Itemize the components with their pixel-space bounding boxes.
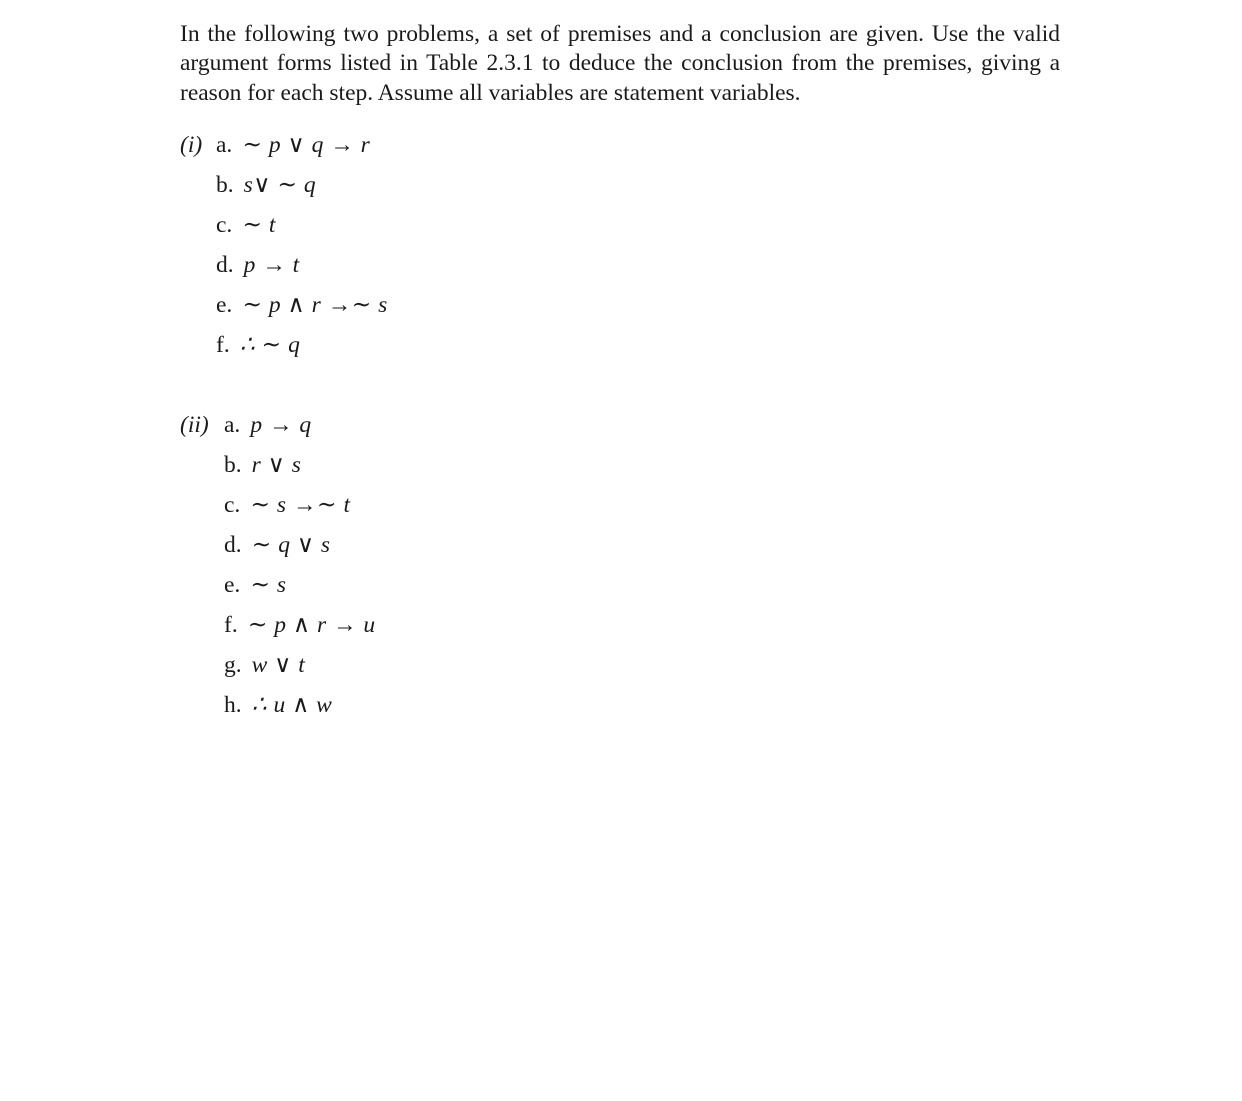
item-expression: ∼ p ∨ q → r: [242, 132, 371, 158]
premise-row: [180, 650, 376, 690]
problem-ii: [180, 410, 376, 730]
problem-number: (ii): [180, 412, 209, 438]
item-letter: a.: [216, 132, 233, 158]
item-expression: ∴ ∼ q: [239, 332, 301, 358]
item-letter: a.: [224, 412, 241, 438]
item-expression: ∼ s →∼ t: [250, 492, 351, 518]
premise-row: [180, 250, 388, 290]
intro-paragraph: In the following two problems, a set of premises and a conclusion are given. Use the valid argument forms listed in Table 2.3.1 to deduce the conclusion from the premises, giving a reason for each step. Assume all variables are statement variables.: [180, 21, 1060, 106]
item-expression: p → q: [250, 412, 312, 438]
premise-row: [180, 130, 388, 170]
item-expression: ∴ u ∧ w: [251, 692, 333, 718]
item-letter: c.: [216, 212, 233, 238]
item-letter: d.: [224, 532, 242, 558]
item-letter: f.: [216, 332, 230, 358]
premise-row: [180, 170, 388, 210]
premise-row: [180, 290, 388, 330]
premise-row: [180, 210, 388, 250]
item-expression: ∼ p ∧ r →∼ s: [242, 292, 388, 318]
item-expression: p → t: [243, 252, 300, 278]
premise-row: [180, 610, 376, 650]
item-expression: s∨ ∼ q: [243, 172, 317, 198]
item-expression: ∼ s: [250, 572, 287, 598]
item-letter: d.: [216, 252, 234, 278]
item-letter: f.: [224, 612, 238, 638]
premise-row: [180, 570, 376, 610]
item-expression: ∼ t: [242, 212, 276, 238]
problem-i: [180, 130, 388, 370]
problem-number: (i): [180, 132, 203, 158]
item-expression: w ∨ t: [251, 652, 306, 678]
item-expression: ∼ p ∧ r → u: [247, 612, 376, 638]
item-letter: e.: [224, 572, 241, 598]
item-letter: b.: [224, 452, 242, 478]
item-letter: c.: [224, 492, 241, 518]
conclusion-row: [180, 330, 388, 370]
item-letter: b.: [216, 172, 234, 198]
premise-row: [180, 530, 376, 570]
premise-row: [180, 410, 376, 450]
item-letter: g.: [224, 652, 242, 678]
item-expression: ∼ q ∨ s: [251, 532, 331, 558]
item-letter: e.: [216, 292, 233, 318]
item-letter: h.: [224, 692, 242, 718]
premise-row: [180, 450, 376, 490]
premise-row: [180, 490, 376, 530]
conclusion-row: [180, 690, 376, 730]
item-expression: r ∨ s: [251, 452, 302, 478]
